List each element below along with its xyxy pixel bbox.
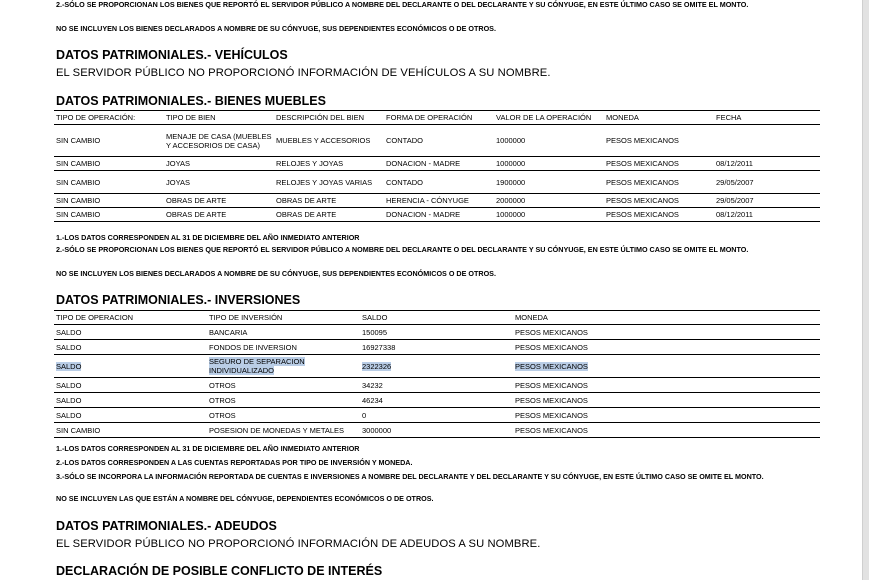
table-row bbox=[54, 340, 820, 355]
table-cell: 150095 bbox=[360, 325, 513, 340]
table-cell: 08/12/2011 bbox=[714, 208, 820, 222]
table-cell: 34232 bbox=[360, 378, 513, 393]
table-row bbox=[54, 208, 820, 222]
note-muebles-2: 2.-SÓLO SE PROPORCIONAN LOS BIENES QUE REPORTÓ EL SERVIDOR PÚBLICO A NOMBRE DEL DECLARANTE O DEL DECLARANTE Y SU CÓNYUGE, EN ESTE ÚLTIMO CASO SE OMITE EL MONTO. bbox=[56, 245, 749, 254]
table-cell: SIN CAMBIO bbox=[54, 423, 207, 438]
table-cell: SIN CAMBIO bbox=[54, 194, 164, 208]
table-cell: FONDOS DE INVERSION bbox=[207, 340, 360, 355]
table-cell: RELOJES Y JOYAS bbox=[274, 157, 384, 171]
table-cell: 08/12/2011 bbox=[714, 157, 820, 171]
table-cell: 1000000 bbox=[494, 157, 604, 171]
table-row bbox=[54, 125, 820, 157]
section-title-adeudos: DATOS PATRIMONIALES.- ADEUDOS bbox=[56, 519, 277, 533]
section-title-bienes-muebles: DATOS PATRIMONIALES.- BIENES MUEBLES bbox=[56, 94, 326, 108]
table-cell: DONACION - MADRE bbox=[384, 208, 494, 222]
table-cell: SALDO bbox=[54, 408, 207, 423]
table-cell: 1900000 bbox=[494, 171, 604, 194]
table-cell: PESOS MEXICANOS bbox=[513, 378, 820, 393]
table-row bbox=[54, 325, 820, 340]
table-row bbox=[54, 408, 820, 423]
column-header: DESCRIPCIÓN DEL BIEN bbox=[274, 111, 384, 125]
table-cell: SALDO bbox=[54, 340, 207, 355]
table-cell: OBRAS DE ARTE bbox=[164, 194, 274, 208]
table-cell: SIN CAMBIO bbox=[54, 171, 164, 194]
table-cell: 46234 bbox=[360, 393, 513, 408]
section-title-conflicto: DECLARACIÓN DE POSIBLE CONFLICTO DE INTERÉS bbox=[56, 564, 383, 578]
note-inversiones-1: 1.-LOS DATOS CORRESPONDEN AL 31 DE DICIEMBRE DEL AÑO INMEDIATO ANTERIOR bbox=[56, 444, 360, 453]
table-cell: BANCARIA bbox=[207, 325, 360, 340]
table-cell: RELOJES Y JOYAS VARIAS bbox=[274, 171, 384, 194]
table-cell: CONTADO bbox=[384, 125, 494, 157]
column-header: TIPO DE OPERACION bbox=[54, 311, 207, 325]
table-cell: 3000000 bbox=[360, 423, 513, 438]
bienes-muebles-table bbox=[54, 110, 820, 222]
table-row bbox=[54, 378, 820, 393]
table-cell: 29/05/2007 bbox=[714, 194, 820, 208]
table-cell: PESOS MEXICANOS bbox=[513, 340, 820, 355]
column-header: SALDO bbox=[360, 311, 513, 325]
inversiones-table bbox=[54, 310, 820, 438]
selected-text: 2322326 bbox=[362, 361, 392, 371]
table-cell: PESOS MEXICANOS bbox=[604, 194, 714, 208]
table-cell bbox=[360, 355, 513, 378]
table-cell: SIN CAMBIO bbox=[54, 157, 164, 171]
vehiculos-text: EL SERVIDOR PÚBLICO NO PROPORCIONÓ INFORMACIÓN DE VEHÍCULOS A SU NOMBRE. bbox=[56, 67, 551, 79]
table-cell bbox=[207, 355, 360, 378]
column-header: TIPO DE BIEN bbox=[164, 111, 274, 125]
section-title-inversiones: DATOS PATRIMONIALES.- INVERSIONES bbox=[56, 293, 301, 307]
selected-text: PESOS MEXICANOS bbox=[515, 361, 588, 371]
note-inversiones-3: 3.-SÓLO SE INCORPORA LA INFORMACIÓN REPORTADA DE CUENTAS E INVERSIONES A NOMBRE DEL DECLARANTE Y DEL DECLARANTE Y SU CÓNYUGE, EN ESTE ÚLTIMO CASO SE OMITE EL MONTO. bbox=[56, 472, 764, 481]
table-cell: MENAJE DE CASA (MUEBLES Y ACCESORIOS DE CASA) bbox=[164, 125, 274, 157]
table-cell: SIN CAMBIO bbox=[54, 125, 164, 157]
column-header: FORMA DE OPERACIÓN bbox=[384, 111, 494, 125]
selected-text: SALDO bbox=[56, 361, 82, 371]
table-header-row bbox=[54, 311, 820, 325]
table-cell: PESOS MEXICANOS bbox=[513, 393, 820, 408]
note-inversiones-4: NO SE INCLUYEN LAS QUE ESTÁN A NOMBRE DEL CÓNYUGE, DEPENDIENTES ECONÓMICOS O DE OTROS. bbox=[56, 494, 434, 503]
table-cell: DONACION - MADRE bbox=[384, 157, 494, 171]
table-cell: SALDO bbox=[54, 325, 207, 340]
note-muebles-3: NO SE INCLUYEN LOS BIENES DECLARADOS A NOMBRE DE SU CÓNYUGE, SUS DEPENDIENTES ECONÓMICOS O DE OTROS. bbox=[56, 269, 496, 278]
selected-text: SEGURO DE SEPARACION INDIVIDUALIZADO bbox=[209, 357, 305, 375]
table-cell: PESOS MEXICANOS bbox=[604, 208, 714, 222]
note-bienes-excluidos: NO SE INCLUYEN LOS BIENES DECLARADOS A NOMBRE DE SU CÓNYUGE, SUS DEPENDIENTES ECONÓMICOS O DE OTROS. bbox=[56, 24, 496, 33]
table-cell: PESOS MEXICANOS bbox=[513, 423, 820, 438]
column-header: FECHA bbox=[714, 111, 820, 125]
table-cell bbox=[714, 125, 820, 157]
table-cell: SALDO bbox=[54, 378, 207, 393]
table-cell: 1000000 bbox=[494, 208, 604, 222]
table-cell bbox=[54, 355, 207, 378]
note-muebles-1: 1.-LOS DATOS CORRESPONDEN AL 31 DE DICIEMBRE DEL AÑO INMEDIATO ANTERIOR bbox=[56, 233, 360, 242]
table-cell bbox=[513, 355, 820, 378]
table-cell: 0 bbox=[360, 408, 513, 423]
table-row-selected bbox=[54, 355, 820, 378]
table-row bbox=[54, 157, 820, 171]
note-inversiones-2: 2.-LOS DATOS CORRESPONDEN A LAS CUENTAS REPORTADAS POR TIPO DE INVERSIÓN Y MONEDA. bbox=[56, 458, 413, 467]
column-header: TIPO DE INVERSIÓN bbox=[207, 311, 360, 325]
table-cell: 29/05/2007 bbox=[714, 171, 820, 194]
table-header-row bbox=[54, 111, 820, 125]
table-cell: 2000000 bbox=[494, 194, 604, 208]
table-row bbox=[54, 171, 820, 194]
table-cell: OTROS bbox=[207, 408, 360, 423]
column-header: MONEDA bbox=[604, 111, 714, 125]
table-cell: OBRAS DE ARTE bbox=[274, 194, 384, 208]
column-header: VALOR DE LA OPERACIÓN bbox=[494, 111, 604, 125]
table-cell: PESOS MEXICANOS bbox=[604, 125, 714, 157]
window-edge bbox=[862, 0, 869, 580]
table-cell: OTROS bbox=[207, 393, 360, 408]
column-header: MONEDA bbox=[513, 311, 820, 325]
table-cell: PESOS MEXICANOS bbox=[604, 171, 714, 194]
table-cell: OTROS bbox=[207, 378, 360, 393]
table-cell: OBRAS DE ARTE bbox=[164, 208, 274, 222]
table-cell: CONTADO bbox=[384, 171, 494, 194]
table-cell: PESOS MEXICANOS bbox=[604, 157, 714, 171]
adeudos-text: EL SERVIDOR PÚBLICO NO PROPORCIONÓ INFORMACIÓN DE ADEUDOS A SU NOMBRE. bbox=[56, 538, 541, 550]
table-cell: POSESION DE MONEDAS Y METALES bbox=[207, 423, 360, 438]
table-cell: JOYAS bbox=[164, 157, 274, 171]
table-row bbox=[54, 194, 820, 208]
table-cell: SALDO bbox=[54, 393, 207, 408]
table-cell: PESOS MEXICANOS bbox=[513, 408, 820, 423]
table-cell: 16927338 bbox=[360, 340, 513, 355]
table-cell: JOYAS bbox=[164, 171, 274, 194]
table-cell: SIN CAMBIO bbox=[54, 208, 164, 222]
table-row bbox=[54, 423, 820, 438]
table-cell: PESOS MEXICANOS bbox=[513, 325, 820, 340]
table-cell: MUEBLES Y ACCESORIOS bbox=[274, 125, 384, 157]
table-cell: HERENCIA - CÓNYUGE bbox=[384, 194, 494, 208]
section-title-vehiculos: DATOS PATRIMONIALES.- VEHÍCULOS bbox=[56, 48, 288, 62]
table-cell: 1000000 bbox=[494, 125, 604, 157]
table-cell: OBRAS DE ARTE bbox=[274, 208, 384, 222]
column-header: TIPO DE OPERACIÓN: bbox=[54, 111, 164, 125]
note-bienes-declarante: 2.-SÓLO SE PROPORCIONAN LOS BIENES QUE REPORTÓ EL SERVIDOR PÚBLICO A NOMBRE DEL DECLARANTE O DEL DECLARANTE Y SU CÓNYUGE, EN ESTE ÚLTIMO CASO SE OMITE EL MONTO. bbox=[56, 0, 749, 9]
table-row bbox=[54, 393, 820, 408]
